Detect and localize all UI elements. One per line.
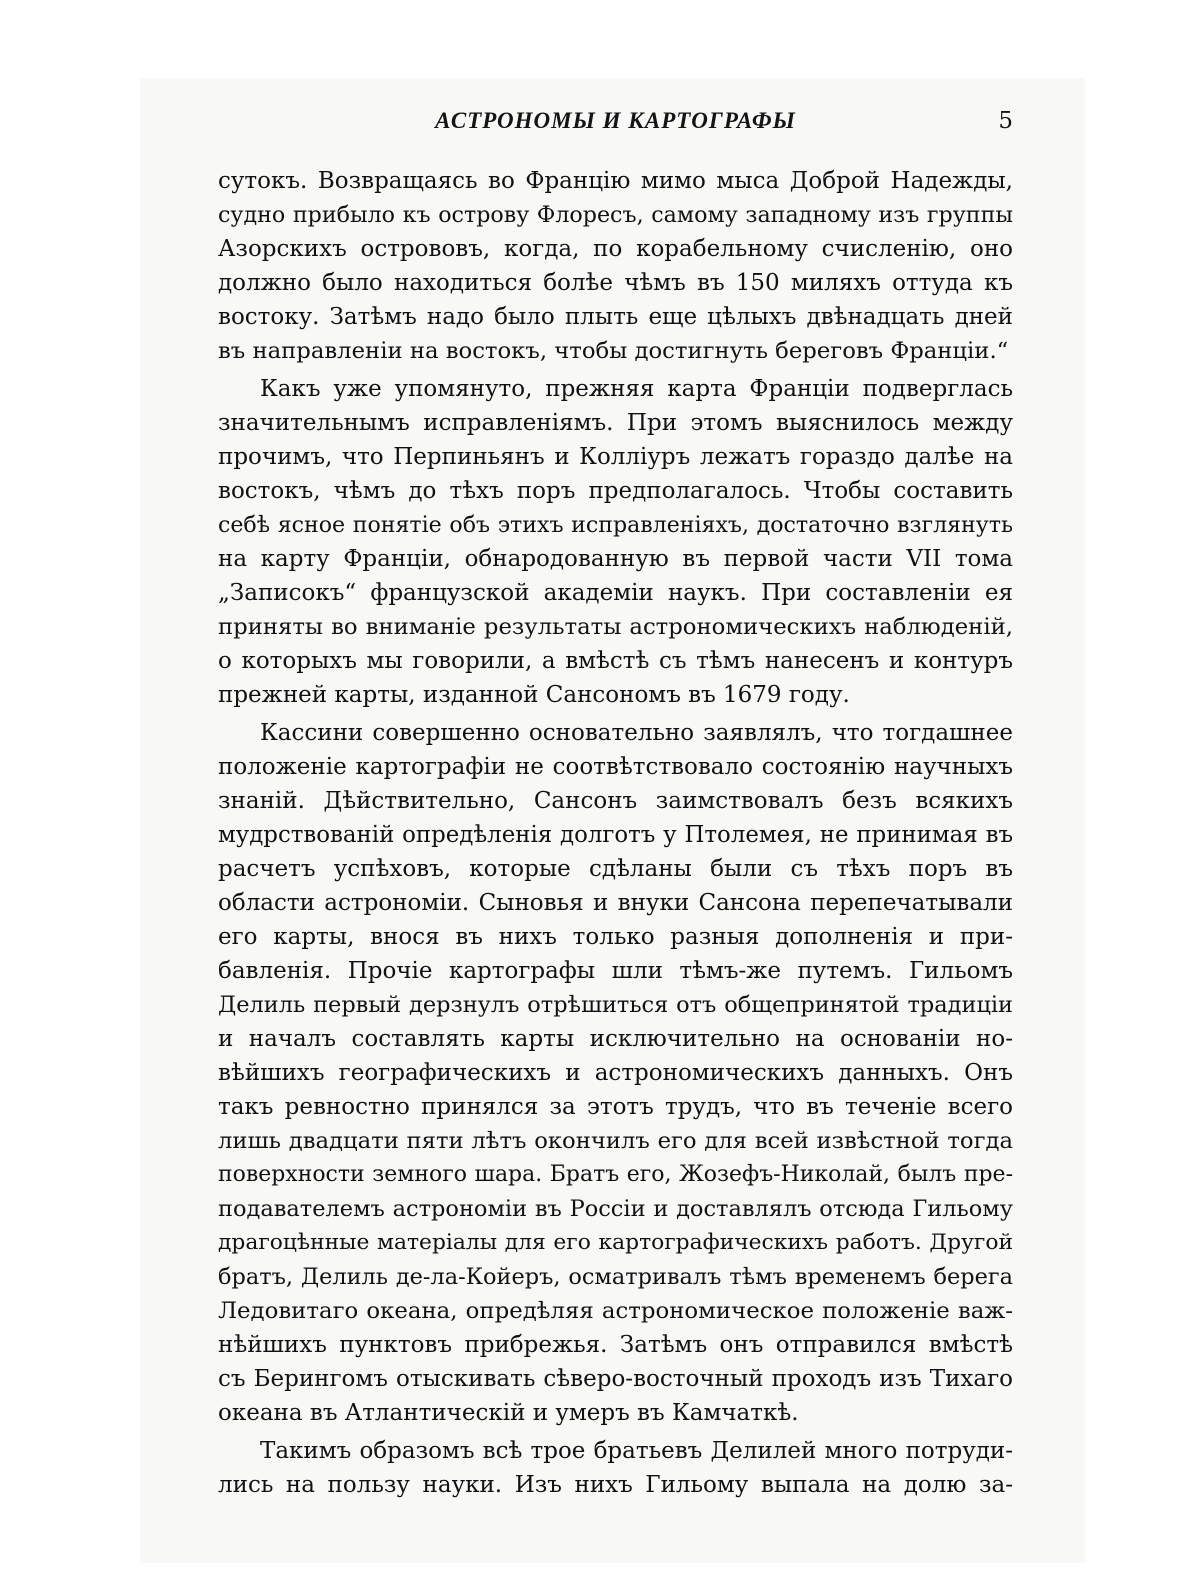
text-line: и началъ составлять карты исключительно на основаніи но- [218,1026,1013,1052]
text-line: драгоцѣнные матеріалы для его картографическихъ работъ. Другой [218,1230,1013,1255]
text-line: востокъ, чѣмъ до тѣхъ поръ предполагалось. Чтобы составить [218,478,1013,504]
text-line: братъ, Делиль де-ла-Койеръ, осматривалъ тѣмъ временемъ берега [218,1264,1013,1290]
text-line: поверхности земного шара. Братъ его, Жозефъ-Николай, былъ пре- [218,1162,1013,1187]
text-line: области астрономіи. Сыновья и внуки Сансона перепечатывали [218,890,1013,916]
text-line: значительнымъ исправленіямъ. При этомъ выяснилось между [218,410,1013,436]
text-line: въ направленіи на востокъ, чтобы достигнуть береговъ Франціи.“ [218,338,1009,364]
text-line: судно прибыло къ острову Флоресъ, самому западному изъ группы [218,202,1013,228]
text-line: должно было находиться болѣе чѣмъ въ 150 миляхъ оттуда къ [218,270,1013,296]
text-line: его карты, внося въ нихъ только разныя дополненія и при- [218,924,1013,950]
running-title: АСТРОНОМЫ И КАРТОГРАФЫ [435,108,796,133]
text-line: прочимъ, что Перпиньянъ и Колліуръ лежатъ гораздо далѣе на [218,444,1013,470]
text-line: Ледовитаго океана, опредѣляя астрономическое положеніе важ- [218,1298,1013,1324]
text-line: океана въ Атлантическій и умеръ въ Камчаткѣ. [218,1400,799,1426]
text-line: лись на пользу науки. Изъ нихъ Гильому выпала на долю за- [218,1472,1013,1498]
text-line: приняты во вниманіе результаты астрономическихъ наблюденій, [218,614,1013,640]
text-line: сутокъ. Возвращаясь во Францію мимо мыса Доброй Надежды, [218,168,1013,194]
text-line: востоку. Затѣмъ надо было плыть еще цѣлыхъ двѣнадцать дней [218,304,1013,330]
text-line: вѣйшихъ географическихъ и астрономическихъ данныхъ. Онъ [218,1060,1013,1086]
text-line: положеніе картографіи не соотвѣтствовало состоянію научныхъ [218,754,1013,780]
text-line: съ Берингомъ отыскивать сѣверо-восточный проходъ изъ Тихаго [218,1366,1013,1392]
text-line: нѣйшихъ пунктовъ прибрежья. Затѣмъ онъ отправился вмѣстѣ [218,1332,1013,1358]
text-line: прежней карты, изданной Сансономъ въ 1679 году. [218,682,850,708]
text-line: лишь двадцати пяти лѣтъ окончилъ его для всей извѣстной тогда [218,1128,1013,1154]
text-line: подавателемъ астрономіи въ Россіи и доставлялъ отсюда Гильому [218,1196,1013,1222]
text-line: мудрствованій опредѣленія долготъ у Птолемея, не принимая въ [218,822,1013,848]
text-line: „Записокъ“ французской академіи наукъ. При составленіи ея [218,580,1013,606]
body-text [218,164,1013,1502]
running-header [218,108,1013,144]
text-line: такъ ревностно принялся за этотъ трудъ, что въ теченіе всего [218,1094,1013,1120]
text-line: Какъ уже упомянуто, прежняя карта Франціи подверглась [260,376,1013,402]
text-line: Азорскихъ острововъ, когда, по корабельному счисленію, оно [218,236,1013,262]
text-line: Делиль первый дерзнулъ отрѣшиться отъ общепринятой традиціи [218,992,1013,1018]
text-line: Такимъ образомъ всѣ трое братьевъ Делилей много потруди- [260,1438,1013,1464]
text-line: Кассини совершенно основательно заявлялъ, что тогдашнее [260,720,1013,746]
text-line: себѣ ясное понятіе объ этихъ исправленіяхъ, достаточно взглянуть [218,512,1013,538]
text-line: на карту Франціи, обнародованную въ первой части VII тома [218,546,1013,572]
text-line: о которыхъ мы говорили, а вмѣстѣ съ тѣмъ нанесенъ и контуръ [218,648,1013,674]
text-line: расчетъ успѣховъ, которые сдѣланы были съ тѣхъ поръ въ [218,856,1013,882]
page-number: 5 [998,108,1013,134]
text-line: знаній. Дѣйствительно, Сансонъ заимствовалъ безъ всякихъ [218,788,1013,814]
text-line: бавленія. Прочіе картографы шли тѣмъ-же путемъ. Гильомъ [218,958,1013,984]
